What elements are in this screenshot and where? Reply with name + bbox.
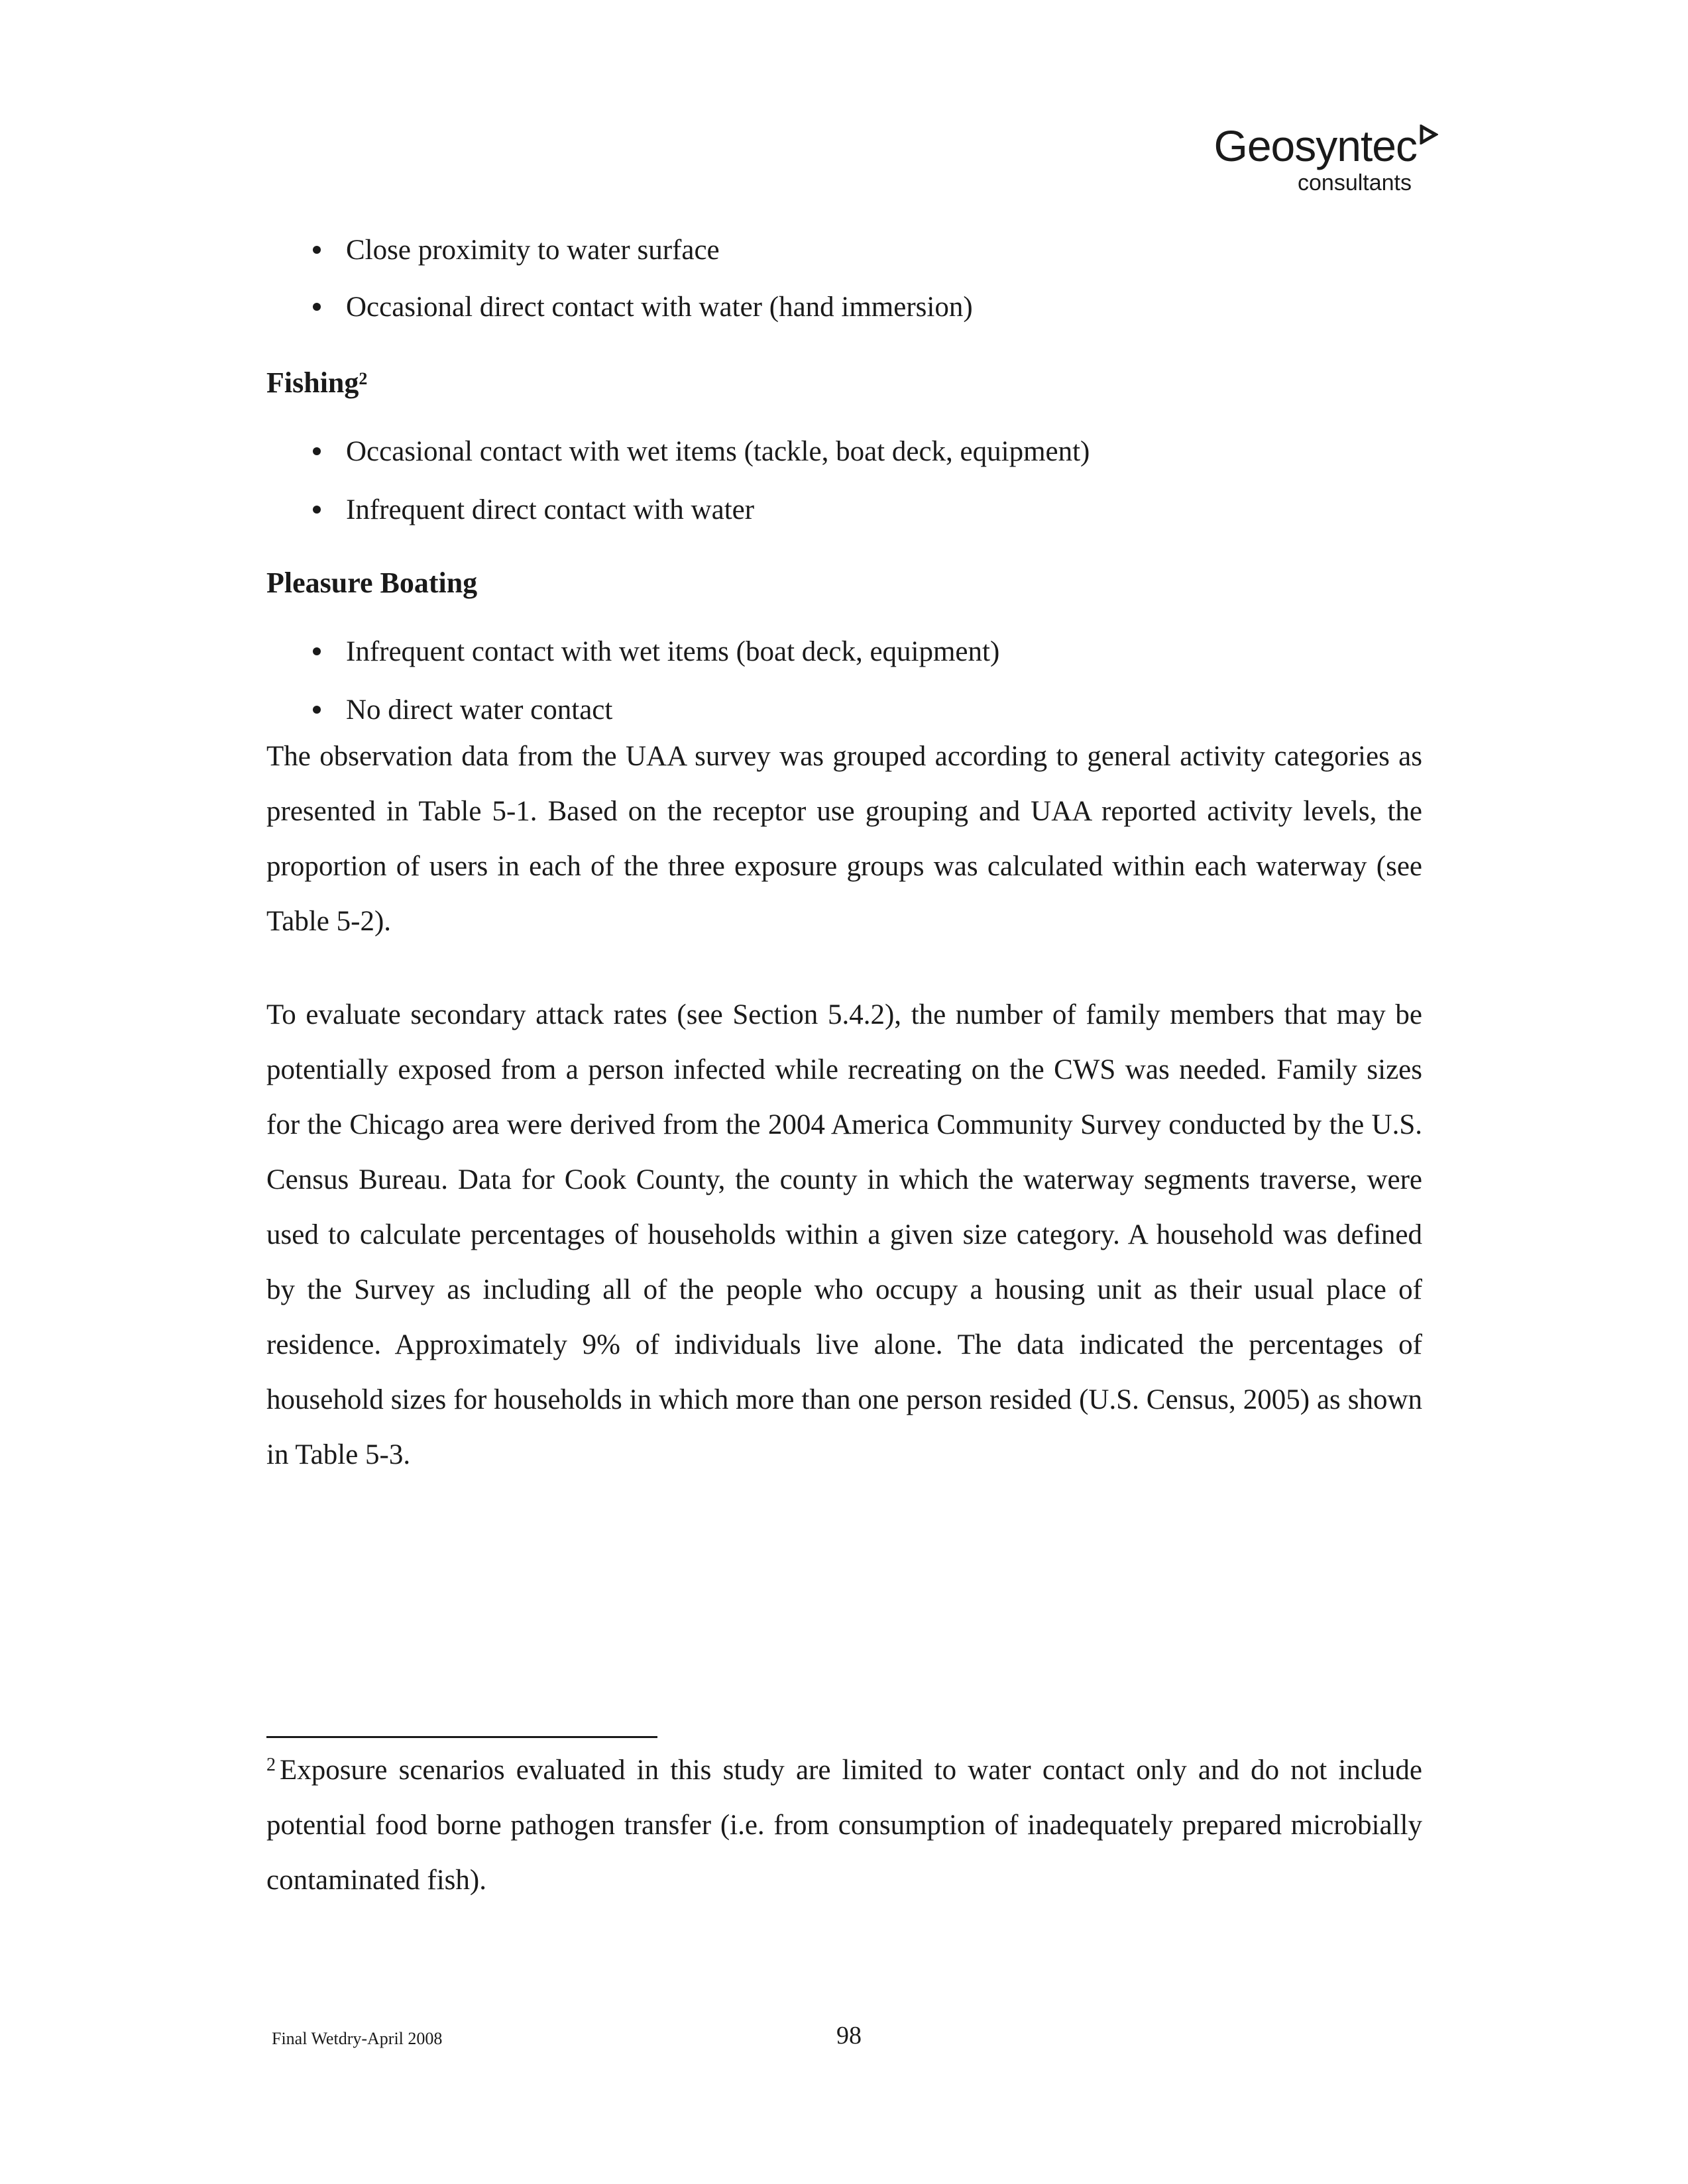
logo-wordmark: Geosyntec	[1213, 121, 1417, 170]
list-item: Occasional direct contact with water (hand immersion)	[313, 289, 973, 326]
body-paragraph: The observation data from the UAA survey was grouped according to general activity categories as presented in Table 5-1. Based on the receptor use grouping and UAA reported activity levels, the proportion of users in each of the three exposure groups was calculated within each waterway (see Table 5-2).	[266, 741, 1422, 937]
footer-document-id: Final Wetdry-April 2008	[272, 2029, 443, 2048]
list-item: Infrequent contact with wet items (boat deck, equipment)	[313, 633, 999, 671]
logo-triangle-icon	[1420, 125, 1438, 148]
bullet-icon	[313, 303, 321, 311]
body-paragraph: To evaluate secondary attack rates (see Section 5.4.2), the number of family members that may be potentially exposed from a person infected while recreating on the CWS was needed. Family sizes for the Chicago area were derived from the 2004 America Community Survey conducted by the U.S. Census Bureau. Data for Cook County, the county in which the waterway segments traverse, were used to calculate percentages of households within a given size category. A household was defined by the Survey as including all of the people who occupy a housing unit as their usual place of residence. Approximately 9% of individuals live alone. The data indicated the percentages of household sizes for households in which more than one person resided (U.S. Census, 2005) as shown in Table 5-3.	[266, 999, 1422, 1470]
list-item: Close proximity to water surface	[313, 232, 720, 269]
company-logo	[1186, 119, 1438, 196]
bullet-icon	[313, 506, 321, 514]
logo-subtitle: consultants	[1298, 170, 1412, 195]
footnote-text: Exposure scenarios evaluated in this study are limited to water contact only and do not include potential food borne pathogen transfer (i.e. from consumption of inadequately prepared microbially contaminated fish).	[266, 1755, 1422, 1896]
list-item: Infrequent direct contact with water	[313, 492, 754, 529]
section-heading-boating: Pleasure Boating	[266, 567, 478, 599]
section-heading-fishing: Fishing$^2$	[266, 366, 368, 399]
bullet-icon	[313, 706, 321, 714]
bullet-icon	[313, 246, 321, 254]
bullet-icon	[313, 447, 321, 455]
list-item: No direct water contact	[313, 692, 612, 729]
list-item: Occasional contact with wet items (tackle, boat deck, equipment)	[313, 433, 1090, 470]
footnote-number: 2	[266, 1755, 276, 1775]
page-number: 98	[836, 2022, 862, 2049]
footnote-ref: 2	[359, 369, 368, 388]
footnote-divider	[266, 1736, 657, 1738]
bullet-icon	[313, 647, 321, 655]
footnote	[266, 1743, 1422, 1908]
